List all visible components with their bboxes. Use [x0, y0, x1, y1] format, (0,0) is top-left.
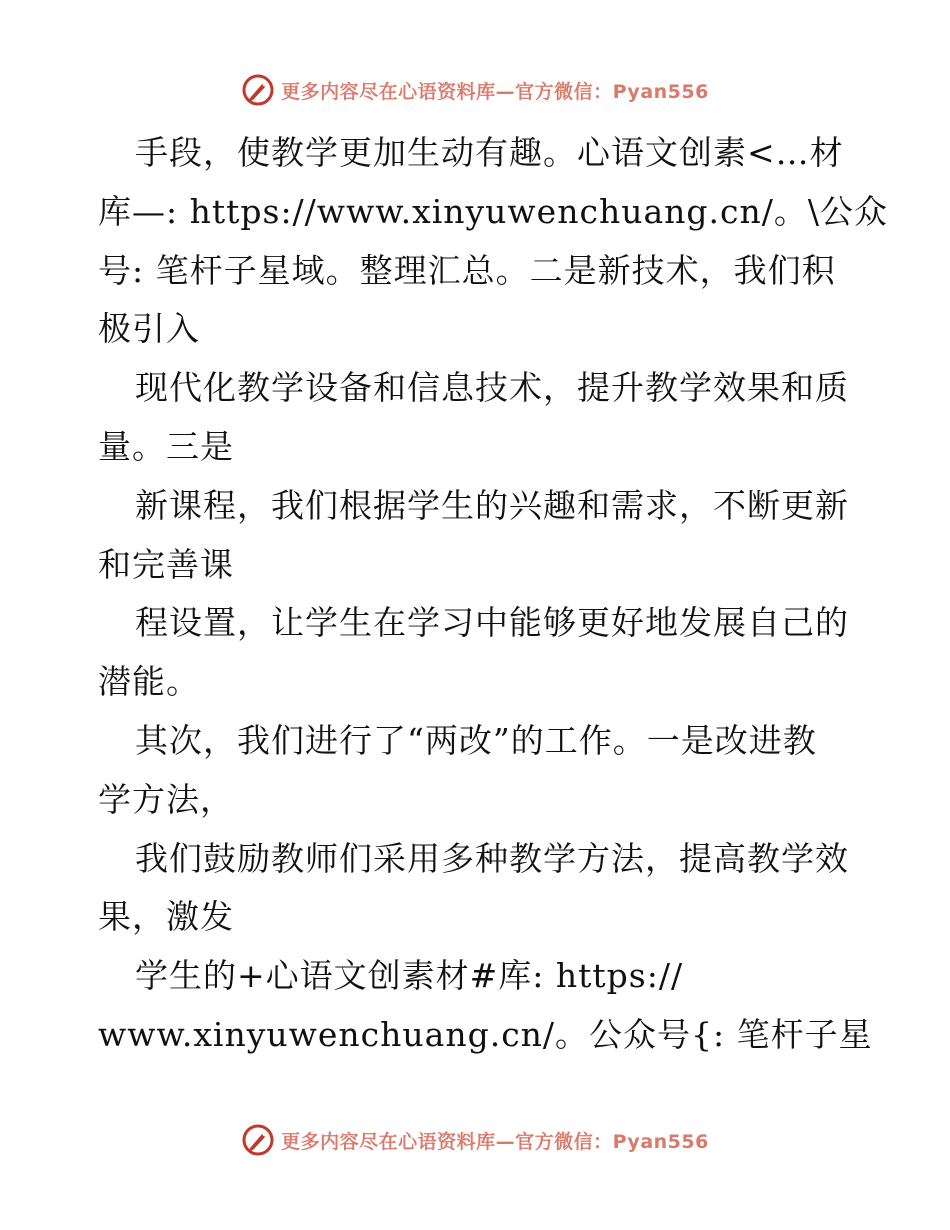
- body-line: 现代化教学设备和信息技术，提升教学效果和质: [135, 368, 849, 408]
- body-line: 库—: https://www.xinyuwenchuang.cn/。\公众: [98, 191, 888, 231]
- body-line: 手段，使教学更加生动有趣。心语文创素<…材: [135, 133, 844, 172]
- body-line: 程设置，让学生在学习中能够更好地发展自己的: [135, 603, 849, 643]
- body-line: 学方法，: [98, 779, 234, 819]
- pen-logo-icon: [241, 73, 275, 107]
- body-line: 量。三是: [98, 426, 234, 466]
- body-line: 极引入: [98, 309, 200, 349]
- body-line: 我们鼓励教师们采用多种教学方法，提高教学效: [135, 838, 849, 878]
- body-line: 和完善课: [98, 544, 234, 584]
- body-line: 号: 笔杆子星域。整理汇总。二是新技术，我们积: [98, 250, 836, 290]
- body-line: 新课程，我们根据学生的兴趣和需求，不断更新: [135, 485, 849, 525]
- body-line: 学生的+心语文创素材#库: https://: [135, 956, 684, 996]
- body-line: 潜能。: [98, 662, 200, 702]
- pen-logo-icon: [241, 1123, 275, 1157]
- body-line: 其次，我们进行了“两改”的工作。一是改进教: [135, 720, 817, 760]
- body-line: 果，激发: [98, 897, 234, 937]
- footer-watermark-banner: [0, 1120, 950, 1160]
- header-banner-text: 更多内容尽在心语资料库—官方微信：Pyan556: [281, 80, 709, 103]
- body-line: www.xinyuwenchuang.cn/。公众号{: 笔杆子星: [98, 1014, 873, 1054]
- header-watermark-banner: [0, 70, 950, 110]
- footer-banner-text: 更多内容尽在心语资料库—官方微信：Pyan556: [281, 1130, 709, 1153]
- document-body: [98, 124, 888, 1065]
